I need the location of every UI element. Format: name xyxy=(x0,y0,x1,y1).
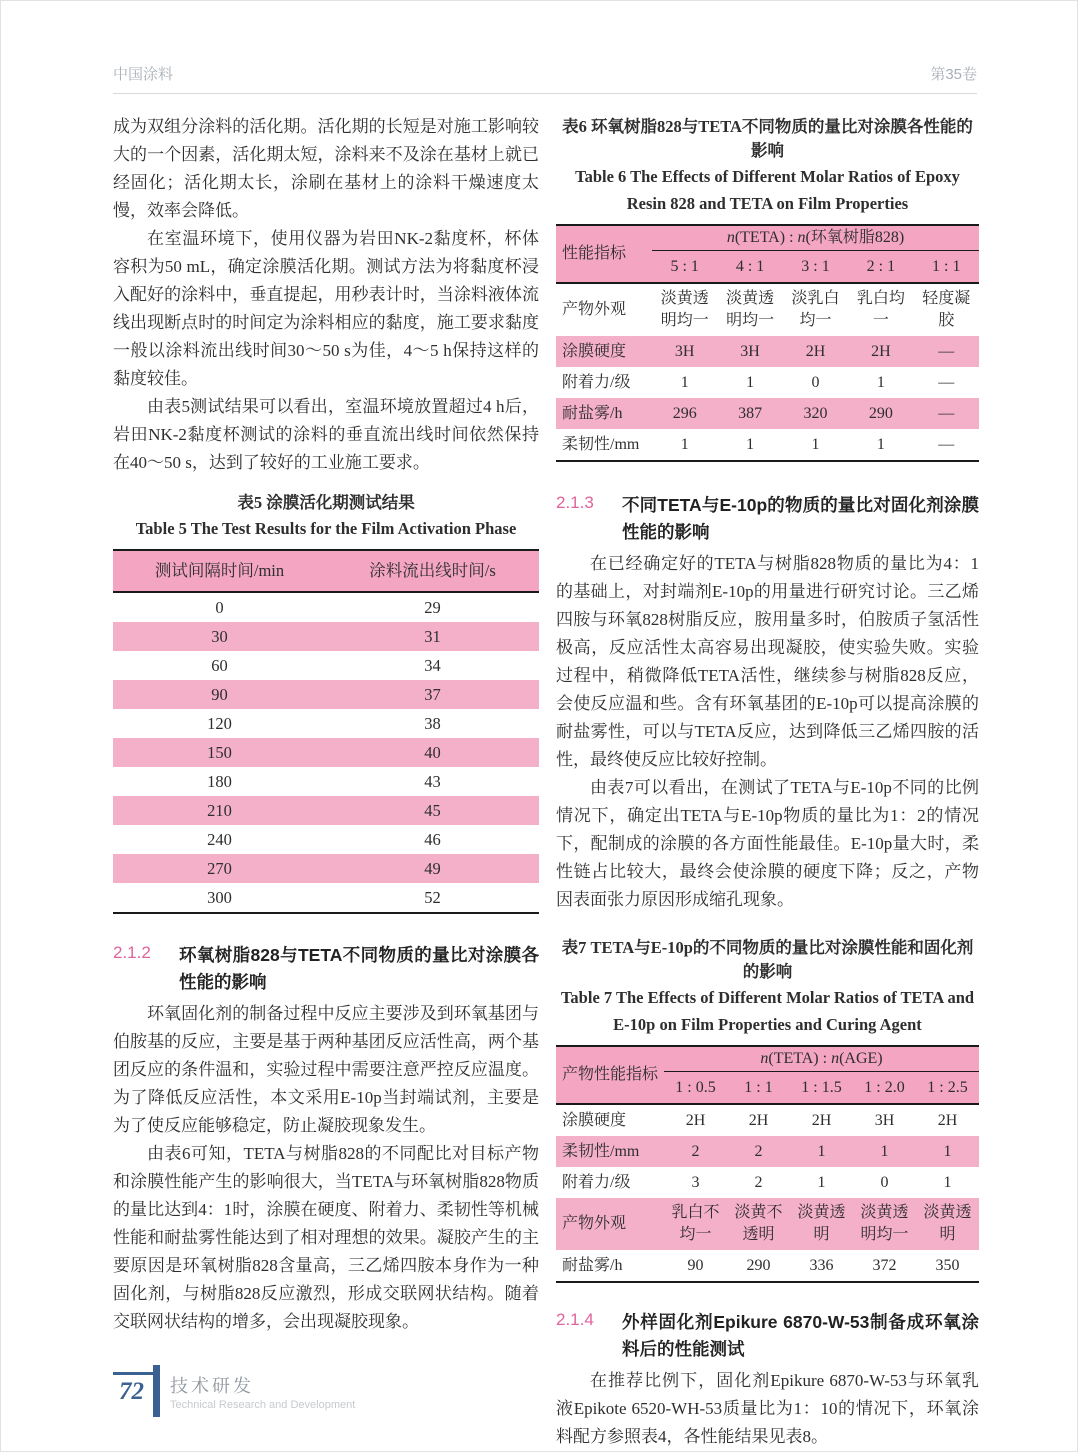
table-cell: 290 xyxy=(746,1256,771,1274)
footer-section xyxy=(170,1372,355,1411)
table5-title-en: Table 5 The Test Results for the Film Activation Phase xyxy=(135,519,517,538)
table-cell: 350 xyxy=(935,1256,960,1274)
row-label: 附着力/级 xyxy=(562,373,631,391)
table6-title-cn: 表6 环氧树脂828与TETA不同物质的量比对涂膜各性能的影响 xyxy=(562,117,973,160)
table-row xyxy=(556,367,979,398)
footer-section-en: Technical Research and Development xyxy=(170,1399,356,1411)
row-label: 耐盐雾/h xyxy=(562,404,623,422)
table-cell: 34 xyxy=(424,655,441,675)
table-cell: 4 : 1 xyxy=(735,257,765,275)
table-cell: 涂料流出线时间/s xyxy=(369,561,496,580)
symbol-n: n xyxy=(831,1050,840,1067)
page-number: 72 xyxy=(113,1372,153,1417)
paragraph: 由表5测试结果可以看出，室温环境放置超过4 h后，岩田NK-2黏度杯测试的涂料的垂直流出线时间依然保持在40～50 s，达到了较好的工业施工要求。 xyxy=(113,397,539,472)
table-cell: 52 xyxy=(424,887,441,907)
table-cell: 淡黄透明 xyxy=(923,1204,972,1243)
row-label: 柔韧性/mm xyxy=(562,435,640,453)
table-row xyxy=(113,767,539,796)
table-cell: 2H xyxy=(811,1111,832,1129)
table-cell: 乳白均一 xyxy=(856,290,905,329)
section-2-1-4 xyxy=(556,1309,979,1363)
paragraph: 由表6可知，TETA与树脂828的不同配比对目标产物和涂膜性能产生的影响很大，当TETA与环氧树脂828物质的量比达到4：1时，涂膜在硬度、附着力、柔韧性等机械性能和耐盐雾性能达到了相对理想的效果。凝胶产生的主要原因是环氧树脂828含量高，三乙烯四胺本身作为一种固化剂，与树脂828反应激烈，形成交联网状结构。随着交联网状结构的增多，会出现凝胶现象。 xyxy=(113,1144,539,1331)
table7 xyxy=(556,1045,979,1283)
table-row xyxy=(556,1136,979,1167)
table-cell: 270 xyxy=(207,858,232,878)
row-label: 附着力/级 xyxy=(562,1173,631,1191)
group-header-text: (TETA) : xyxy=(734,229,798,246)
two-column-body xyxy=(113,113,979,1451)
section-number: 2.1.4 xyxy=(556,1310,594,1329)
table-cell: 轻度凝胶 xyxy=(922,290,971,329)
table-cell: — xyxy=(938,404,955,422)
table-cell: 2 xyxy=(754,1173,763,1191)
table-cell: 150 xyxy=(207,742,232,762)
table-cell: 2H xyxy=(685,1111,706,1129)
table-cell: 5 : 1 xyxy=(670,257,699,275)
table-cell: 1 xyxy=(943,1173,952,1191)
table-cell: 2 xyxy=(691,1142,700,1160)
table-cell: 180 xyxy=(207,771,232,791)
table-cell: 2H xyxy=(805,342,826,360)
section-number: 2.1.3 xyxy=(556,493,594,512)
table-cell: 淡黄透明均一 xyxy=(726,290,775,329)
table-row xyxy=(113,796,539,825)
table-cell: 1 xyxy=(817,1142,826,1160)
group-header-text: (TETA) : xyxy=(768,1050,832,1067)
table-cell: — xyxy=(938,435,955,453)
table-cell: 3H xyxy=(740,342,760,360)
table-cell: 3H xyxy=(674,342,695,360)
table-row xyxy=(556,1104,979,1136)
table7-title-cn: 表7 TETA与E-10p的不同物质的量比对涂膜性能和固化剂的影响 xyxy=(561,938,974,981)
table-cell: 90 xyxy=(211,684,228,704)
table-cell: 320 xyxy=(803,404,828,422)
table-cell: 240 xyxy=(207,829,232,849)
table-cell: 1 : 1 xyxy=(932,257,961,275)
table-cell: 2H xyxy=(748,1111,769,1129)
table-header-row xyxy=(556,225,979,251)
row-label: 产物外观 xyxy=(562,301,627,318)
symbol-n: n xyxy=(797,229,806,246)
table-cell: 40 xyxy=(424,742,441,762)
table-row xyxy=(556,398,979,429)
table-row xyxy=(556,336,979,367)
symbol-n: n xyxy=(726,229,735,246)
paragraph: 在室温环境下，使用仪器为岩田NK-2黏度杯，杯体容积为50 mL，确定涂膜活化期。测试方法为将黏度杯浸入配好的涂料中，垂直提起，用秒表计时，当涂料液体流线出现断点时的时间定为涂料相应的黏度，施工要求黏度一般以涂料流出线时间30～50 s为佳，4～5 h保持这样的黏度较佳。 xyxy=(113,229,539,388)
table-cell: 0 xyxy=(215,597,224,617)
paragraph: 在已经确定好的TETA与树脂828物质的量比为4：1的基础上，对封端剂E-10p的用量进行研究讨论。三乙烯四胺与环氧828树脂反应，胺用量多时，伯胺质子氢活性极高，反应活性太高容易出现凝胶，使实验失败。实验过程中，稍微降低TETA活性，继续参与树脂828反应，会使反应温和些。含有环氧基团的E-10p可以提高涂膜的耐盐雾性，可以与TETA反应，达到降低三乙烯四胺的活性，最终使反应比较好控制。 xyxy=(556,554,979,769)
table-cell: 46 xyxy=(424,829,441,849)
table-cell: 1 : 2.0 xyxy=(864,1078,905,1096)
table7-title-en: Table 7 The Effects of Different Molar Ratios of TETA and E-10p on Film Properties and Curing Agent xyxy=(560,988,975,1034)
section-title: 不同TETA与E-10p的物质的量比对固化剂涂膜性能的影响 xyxy=(622,495,979,542)
table-header-row xyxy=(556,1046,979,1072)
table-cell: 60 xyxy=(211,655,228,675)
table-cell: — xyxy=(938,342,955,360)
page-footer xyxy=(113,1372,355,1417)
table-row xyxy=(556,429,979,461)
table-row xyxy=(556,1167,979,1198)
row-label: 产物外观 xyxy=(562,1215,627,1232)
table-header-row xyxy=(113,550,539,592)
table-cell: 3 : 1 xyxy=(801,257,830,275)
table-cell: 1 xyxy=(876,373,885,391)
row-label: 涂膜硬度 xyxy=(562,342,627,360)
table6 xyxy=(556,224,979,462)
table-cell: 淡黄透明均一 xyxy=(860,1204,909,1243)
table6-title-en: Table 6 The Effects of Different Molar Ratios of Epoxy Resin 828 and TETA on Film Properties xyxy=(575,167,960,213)
table-cell: 29 xyxy=(424,597,441,617)
table-row xyxy=(113,680,539,709)
table-cell: 2 xyxy=(754,1142,763,1160)
table-cell: 90 xyxy=(687,1256,704,1274)
table-cell: 30 xyxy=(211,626,228,646)
table-stub-header: 产物性能指标 xyxy=(562,1066,659,1083)
table-cell: 2 : 1 xyxy=(866,257,896,275)
table-cell: 3 xyxy=(691,1173,700,1191)
group-header-text: (环氧树脂828) xyxy=(805,229,905,246)
table-cell: 淡黄透明 xyxy=(797,1204,846,1243)
right-column xyxy=(556,113,979,1451)
table-stub-header: 性能指标 xyxy=(562,245,627,262)
paragraph: 由表7可以看出，在测试了TETA与E-10p不同的比例情况下，确定出TETA与E-10p物质的量比为1：2的情况下，配制成的涂膜的各方面性能最佳。E-10p量大时，柔性链占比较大，最终会使涂膜的硬度下降；反之，产物因表面张力原因形成缩孔现象。 xyxy=(556,778,979,909)
page-number-box xyxy=(113,1372,160,1417)
table-cell: 1 xyxy=(943,1142,952,1160)
volume-number: 第35卷 xyxy=(930,66,977,83)
table-cell: — xyxy=(938,373,955,391)
table-cell: 31 xyxy=(424,626,441,646)
section-title: 外样固化剂Epikure 6870-W-53制备成环氧涂料后的性能测试 xyxy=(622,1312,979,1359)
section-2-1-2 xyxy=(113,942,539,996)
table-cell: 2H xyxy=(937,1111,958,1129)
table-cell: 1 xyxy=(880,1142,889,1160)
footer-bar xyxy=(153,1365,160,1417)
table-cell: 387 xyxy=(738,404,763,422)
table-cell: 210 xyxy=(207,800,232,820)
table-cell: 37 xyxy=(424,684,441,704)
group-header-text: (AGE) xyxy=(839,1050,883,1067)
row-label: 耐盐雾/h xyxy=(562,1256,623,1274)
table-cell: 296 xyxy=(672,404,697,422)
table-cell: 0 xyxy=(880,1173,889,1191)
table-row xyxy=(113,709,539,738)
footer-section-cn: 技术研发 xyxy=(170,1376,254,1396)
table-cell: 淡黄不透明 xyxy=(734,1204,783,1243)
table-cell: 1 xyxy=(811,435,820,453)
row-label: 柔韧性/mm xyxy=(562,1142,640,1160)
table-cell: 1 xyxy=(680,435,689,453)
table-row xyxy=(113,651,539,680)
table-cell: 336 xyxy=(809,1256,834,1274)
table-cell: 1 xyxy=(817,1173,826,1191)
table-cell: 49 xyxy=(424,858,441,878)
table-cell: 乳白不均一 xyxy=(671,1204,720,1243)
symbol-n: n xyxy=(760,1050,769,1067)
section-2-1-3 xyxy=(556,492,979,546)
table-cell: 1 xyxy=(876,435,885,453)
running-head xyxy=(113,63,977,94)
journal-name: 中国涂料 xyxy=(113,66,174,83)
table-cell: 1 xyxy=(746,435,755,453)
paragraph: 在推荐比例下，固化剂Epikure 6870-W-53与环氧乳液Epikote 6520-WH-53质量比为1：10的情况下，环氧涂料配方参照表4，各性能结果见表8。 xyxy=(556,1371,979,1446)
row-label: 涂膜硬度 xyxy=(562,1111,627,1129)
table-row xyxy=(113,738,539,767)
section-number: 2.1.2 xyxy=(113,943,151,962)
table-cell: 300 xyxy=(207,887,232,907)
section-title: 环氧树脂828与TETA不同物质的量比对涂膜各性能的影响 xyxy=(179,945,539,992)
table-cell: 淡乳白均一 xyxy=(791,290,840,329)
table-cell: 45 xyxy=(424,800,441,820)
left-column xyxy=(113,113,539,1451)
table-cell: 1 xyxy=(680,373,689,391)
table-cell: 1 : 2.5 xyxy=(927,1078,968,1096)
table-cell: 淡黄透明均一 xyxy=(660,290,709,329)
table-cell: 1 : 0.5 xyxy=(675,1078,716,1096)
table-row xyxy=(556,283,979,336)
table-row xyxy=(113,825,539,854)
table-cell: 1 : 1 xyxy=(744,1078,773,1096)
table5-title-cn: 表5 涂膜活化期测试结果 xyxy=(237,493,415,512)
table-row xyxy=(556,1198,979,1250)
table-row xyxy=(113,883,539,913)
table-cell: 290 xyxy=(868,404,893,422)
table-cell: 1 : 1.5 xyxy=(801,1078,842,1096)
table-cell: 0 xyxy=(811,373,820,391)
paragraph: 成为双组分涂料的活化期。活化期的长短是对施工影响较大的一个因素，活化期太短，涂料来不及涂在基材上就已经固化；活化期太长，涂刷在基材上的涂料干燥速度太慢，效率会降低。 xyxy=(113,117,539,220)
table-cell: 1 xyxy=(746,373,755,391)
table-row xyxy=(556,1250,979,1282)
table-row xyxy=(113,854,539,883)
table-cell: 2H xyxy=(871,342,891,360)
table-group-header xyxy=(652,225,979,251)
table-cell: 3H xyxy=(874,1111,895,1129)
table-cell: 372 xyxy=(872,1256,897,1274)
table-group-header xyxy=(664,1046,979,1072)
table-cell: 120 xyxy=(207,713,232,733)
table-row xyxy=(113,622,539,651)
paragraph: 环氧固化剂的制备过程中反应主要涉及到环氧基团与伯胺基的反应，主要是基于两种基团反应活性高，两个基团反应的条件温和，实验过程中需要注意严控反应温度。为了降低反应活性，本文采用E-10p当封端试剂，主要是为了使反应能够稳定，防止凝胶现象发生。 xyxy=(113,1004,539,1135)
table-row xyxy=(113,592,539,622)
table-cell: 43 xyxy=(424,771,441,791)
table-cell: 38 xyxy=(424,713,441,733)
table-cell: 测试间隔时间/min xyxy=(154,561,285,580)
table5 xyxy=(113,549,539,914)
